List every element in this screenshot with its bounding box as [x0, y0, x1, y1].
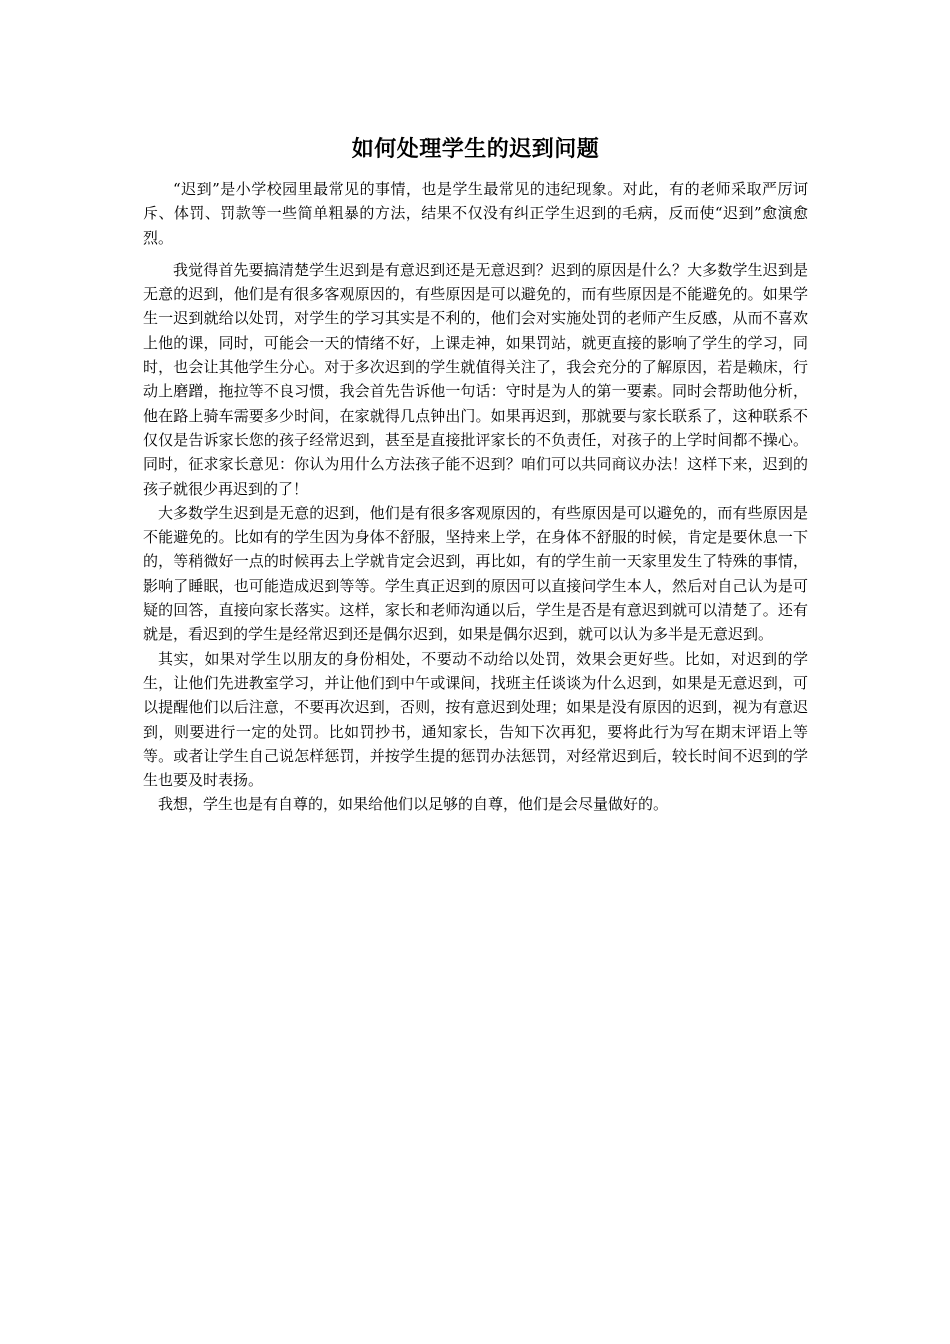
paragraph-3: 大多数学生迟到是无意的迟到，他们是有很多客观原因的，有些原因是可以避免的，而有些原因是不能避免的。比如有的学生因为身体不舒服，坚持来上学，在身体不舒服的时候，肯定是要休息一下的，等稍微好一点的时候再去上学就肯定会迟到，再比如，有的学生前一天家里发生了特殊的事情，影响了睡眠，也可能造成迟到等等。学生真正迟到的原因可以直接问学生本人，然后对自己认为是可疑的回答，直接向家长落实。这样，家长和老师沟通以后，学生是否是有意迟到就可以清楚了。还有就是，看迟到的学生是经常迟到还是偶尔迟到，如果是偶尔迟到，就可以认为多半是无意迟到。	[143, 503, 808, 644]
paragraph-1: “迟到”是小学校园里最常见的事情，也是学生最常见的违纪现象。对此，有的老师采取严厉诃斥、体罚、罚款等一些简单粗暴的方法，结果不仅没有纠正学生迟到的毛病，反而使“迟到”愈演愈烈。	[143, 180, 808, 247]
paragraph-2: 我觉得首先要搞清楚学生迟到是有意迟到还是无意迟到？迟到的原因是什么？大多数学生迟到是无意的迟到，他们是有很多客观原因的，有些原因是可以避免的，而有些原因是不能避免的。如果学生一迟到就给以处罚，对学生的学习其实是不利的，他们会对实施处罚的老师产生反感，从而不喜欢上他的课，同时，可能会一天的情绪不好，上课走神，如果罚站，就更直接的影响了学生的学习，同时，也会让其他学生分心。对于多次迟到的学生就值得关注了，我会充分的了解原因，若是赖床，行动上磨蹭，拖拉等不良习惯，我会首先告诉他一句话：守时是为人的第一要素。同时会帮助他分析，他在路上骑车需要多少时间，在家就得几点钟出门。如果再迟到，那就要与家长联系了，这种联系不仅仅是告诉家长您的孩子经常迟到，甚至是直接批评家长的不负责任，对孩子的上学时间都不操心。同时，征求家长意见：你认为用什么方法孩子能不迟到？咱们可以共同商议办法！这样下来，迟到的孩子就很少再迟到的了！	[143, 260, 808, 498]
paragraph-4: 其实，如果对学生以朋友的身份相处，不要动不动给以处罚，效果会更好些。比如，对迟到的学生，让他们先进教室学习，并让他们到中午或课间，找班主任谈谈为什么迟到，如果是无意迟到，可以提醒他们以后注意，不要再次迟到，否则，按有意迟到处理；如果是没有原因的迟到，视为有意迟到，则要进行一定的处罚。比如罚抄书，通知家长，告知下次再犯，要将此行为写在期末评语上等等。或者让学生自己说怎样惩罚，并按学生提的惩罚办法惩罚，对经常迟到后，较长时间不迟到的学生也要及时表扬。	[143, 649, 808, 790]
document-title: 如何处理学生的迟到问题	[351, 137, 600, 162]
document-page	[143, 134, 808, 817]
paragraph-5: 我想，学生也是有自尊的，如果给他们以足够的自尊，他们是会尽量做好的。	[158, 795, 669, 814]
